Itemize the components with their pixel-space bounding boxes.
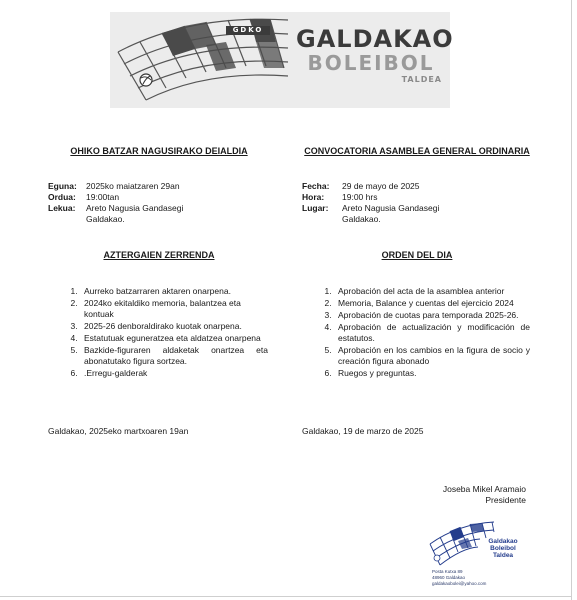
right-agenda-item: 2. Memoria, Balance y cuentas del ejercicio 2024	[334, 298, 530, 309]
right-agenda-list	[302, 286, 530, 380]
stamp-line-3: Taldea	[492, 552, 514, 559]
left-agenda-title: AZTERGAIEN ZERRENDA	[103, 250, 215, 260]
left-agenda-item: 5. Bazkide-figuraren aldaketak onartzea eta abonatutako figura sortzea.	[80, 345, 268, 367]
right-field-place-value: Areto Nagusia Gandasegi	[342, 203, 440, 213]
left-field-place-continuation: Galdakao.	[86, 214, 125, 224]
signature-block	[380, 484, 526, 506]
left-dateline: Galdakao, 2025eko martxoaren 19an	[48, 426, 189, 436]
right-field-date-label: Fecha:	[302, 181, 330, 191]
header-logo-banner	[110, 12, 454, 108]
right-agenda-item: 5. Aprobación en los cambios en la figura de socio y creación figura abonado	[334, 345, 530, 367]
stamp-email: galdakaobolei@yahoo.com	[432, 581, 487, 586]
stamp-address-line-1: Posta Kutxa 89	[432, 569, 463, 574]
left-field-place	[48, 203, 270, 214]
right-agenda-title: ORDEN DEL DIA	[381, 250, 453, 260]
right-field-date-value: 29 de mayo de 2025	[342, 181, 420, 191]
right-field-place-label: Lugar:	[302, 203, 329, 213]
left-field-time	[48, 192, 270, 203]
left-agenda-item: 1. Aurreko batzarraren aktaren onarpena.	[80, 286, 268, 297]
left-agenda-item: 6. .Erregu-galderak	[80, 368, 268, 379]
right-agenda-item: 1. Aprobación del acta de la asamblea anterior	[334, 286, 530, 297]
right-field-place-continuation: Galdakao.	[342, 214, 381, 224]
stamp-line-1: Galdakao	[488, 538, 518, 545]
left-field-place-label: Lekua:	[48, 203, 76, 213]
page-border-right	[571, 0, 572, 600]
club-stamp	[428, 518, 528, 594]
page-border-bottom	[0, 596, 571, 597]
right-field-time	[302, 192, 532, 203]
left-field-time-label: Ordua:	[48, 192, 76, 202]
right-field-place	[302, 203, 532, 214]
left-agenda-item: 3. 2025-26 denboraldirako kuotak onarpena.	[80, 321, 268, 332]
right-agenda-item: 6. Ruegos y preguntas.	[334, 368, 530, 379]
left-field-time-value: 19:00tan	[86, 192, 120, 202]
left-field-date-value: 2025ko maiatzaren 29an	[86, 181, 180, 191]
left-agenda-item: 2. 2024ko ekitaldiko memoria, balantzea eta kontuak	[80, 298, 268, 320]
left-field-date-label: Eguna:	[48, 181, 77, 191]
left-title: OHIKO BATZAR NAGUSIRAKO DEIALDIA	[70, 146, 248, 156]
right-field-date	[302, 181, 532, 192]
right-dateline: Galdakao, 19 de marzo de 2025	[302, 426, 424, 436]
left-field-place-value: Areto Nagusia Gandasegi	[86, 203, 184, 213]
logo-line-1: GALDAKAO	[296, 25, 454, 53]
logo-badge-text: GDKO	[232, 26, 264, 34]
stamp-address	[432, 569, 528, 587]
stamp-line-2: Boleibol	[490, 545, 516, 552]
right-agenda-item: 4. Aprobación de actualización y modificación de estatutos.	[334, 322, 530, 344]
logo-wordmark	[296, 25, 454, 86]
stamp-wordmark	[478, 538, 528, 559]
left-agenda-item: 4. Estatutuak eguneratzea eta aldatzea onarpena	[80, 333, 268, 344]
right-field-time-label: Hora:	[302, 192, 325, 202]
signature-role: Presidente	[485, 495, 526, 505]
right-info-block	[302, 181, 532, 225]
left-info-block	[48, 181, 270, 225]
right-title: CONVOCATORIA ASAMBLEA GENERAL ORDINARIA	[304, 146, 530, 156]
right-agenda-item: 3. Aprobación de cuotas para temporada 2025-26.	[334, 310, 530, 321]
left-agenda-list	[48, 286, 268, 380]
right-field-time-value: 19:00 hrs	[342, 192, 378, 202]
signature-name: Joseba Mikel Aramaio	[442, 484, 526, 494]
left-field-date	[48, 181, 270, 192]
stamp-address-line-2: 48960 Galdakao	[432, 575, 466, 580]
logo-line-3: TALDEA	[401, 75, 442, 84]
logo-line-2: BOLEIBOL	[307, 51, 435, 75]
